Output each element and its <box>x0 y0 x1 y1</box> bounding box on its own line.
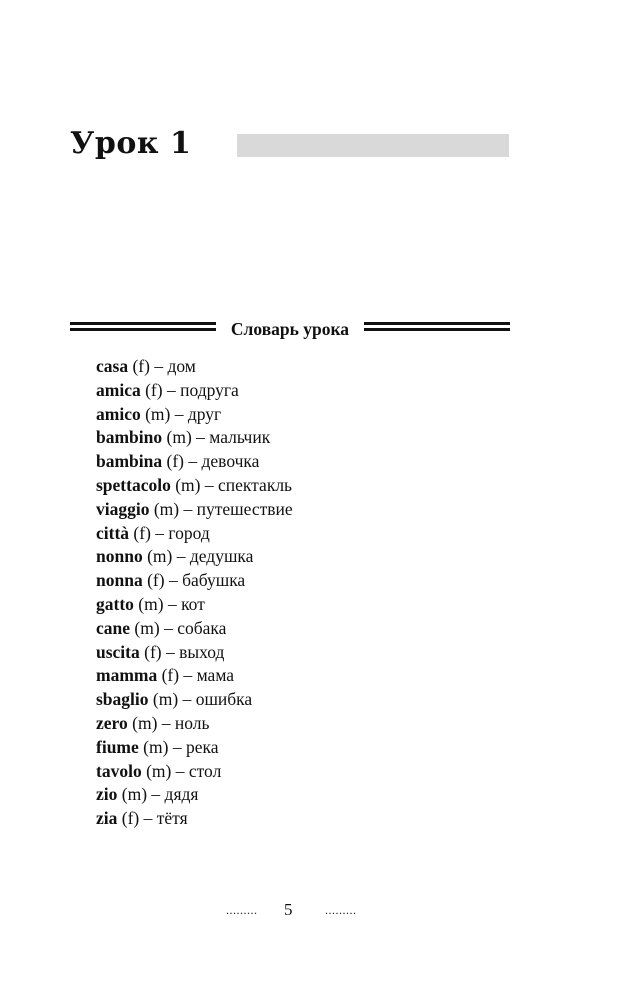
vocab-gender: (f) <box>133 522 151 543</box>
vocab-translation: дядя <box>164 784 199 805</box>
page-footer <box>0 899 618 921</box>
vocab-word: spettacolo <box>96 474 171 495</box>
vocab-gender: (f) <box>166 451 184 472</box>
vocab-word: casa <box>96 356 129 376</box>
lesson-title: Урок 1 <box>70 126 192 161</box>
double-rule-right <box>364 322 510 331</box>
vocab-gender: (f) <box>132 356 150 376</box>
vocab-gender: (m) <box>145 403 171 424</box>
vocab-word: mamma <box>96 665 158 686</box>
vocab-translation: друг <box>187 403 222 424</box>
vocab-word: gatto <box>96 593 134 614</box>
vocab-entry: tavolo (m) – стол <box>96 760 222 781</box>
vocab-word: zero <box>96 712 128 733</box>
vocab-gender: (f) <box>144 641 162 662</box>
vocab-word: viaggio <box>96 498 150 519</box>
vocab-translation: бабушка <box>182 570 246 591</box>
vocab-word: tavolo <box>96 760 142 781</box>
vocab-word: bambina <box>96 451 163 472</box>
vocab-entry: casa (f) – дом <box>96 356 196 376</box>
vocab-word: zio <box>96 784 118 805</box>
vocab-translation: ошибка <box>195 689 253 710</box>
vocab-word: cane <box>96 617 131 638</box>
vocab-translation: стол <box>188 760 222 781</box>
vocab-entry: bambina (f) – девочка <box>96 451 260 472</box>
vocab-gender: (m) <box>132 712 158 733</box>
vocab-entry: bambino (m) – мальчик <box>96 427 271 448</box>
vocab-entry: amico (m) – друг <box>96 403 222 424</box>
vocab-entry: zia (f) – тётя <box>96 808 188 829</box>
vocab-translation: дедушка <box>189 546 254 567</box>
vocab-gender: (m) <box>152 689 179 710</box>
vocab-entry: mamma (f) – мама <box>96 665 235 686</box>
vocab-word: città <box>96 522 130 543</box>
page-number: 5 <box>284 900 293 919</box>
vocab-gender: (m) <box>153 498 180 519</box>
vocab-translation: собака <box>177 617 227 638</box>
vocab-entry: città (f) – город <box>96 522 210 543</box>
vocab-entry: viaggio (m) – путешествие <box>96 498 293 519</box>
vocab-word: zia <box>96 808 118 829</box>
vocab-gender: (f) <box>147 570 165 591</box>
vocab-word: bambino <box>96 427 163 448</box>
vocab-gender: (m) <box>166 427 192 448</box>
vocab-translation: мальчик <box>209 427 271 448</box>
vocab-word: nonno <box>96 546 143 567</box>
vocab-gender: (m) <box>175 474 201 495</box>
vocab-word: sbaglio <box>96 689 149 710</box>
vocab-translation: город <box>168 522 210 543</box>
vocab-translation: тётя <box>156 808 188 829</box>
vocab-entry: zio (m) – дядя <box>96 784 199 805</box>
vocab-word: amica <box>96 379 141 400</box>
vocab-entry: nonno (m) – дедушка <box>96 546 254 567</box>
vocab-translation: кот <box>181 593 205 614</box>
vocab-word: nonna <box>96 570 143 591</box>
vocab-entry: uscita (f) – выход <box>96 641 225 662</box>
footer-dots-left: ......... <box>226 903 258 917</box>
vocab-word: uscita <box>96 641 140 662</box>
vocab-translation: река <box>185 736 219 757</box>
vocabulary-heading: Словарь урока <box>230 319 350 339</box>
vocab-word: amico <box>96 403 141 424</box>
vocabulary-header <box>70 317 510 341</box>
vocab-translation: дом <box>167 356 196 376</box>
vocab-translation: выход <box>179 641 225 662</box>
vocab-entry: cane (m) – собака <box>96 617 227 638</box>
vocab-translation: спектакль <box>218 474 293 495</box>
vocab-gender: (f) <box>121 808 140 829</box>
title-decorative-bar <box>237 134 509 157</box>
vocab-translation: девочка <box>201 451 260 472</box>
vocab-translation: подруга <box>180 379 239 400</box>
vocab-translation: мама <box>196 665 235 686</box>
vocab-translation: ноль <box>174 712 210 733</box>
vocab-entry: nonna (f) – бабушка <box>96 570 246 591</box>
vocab-translation: путешествие <box>196 498 293 519</box>
vocab-gender: (f) <box>145 379 163 400</box>
vocab-entry: spettacolo (m) – спектакль <box>96 474 293 495</box>
vocab-entry: gatto (m) – кот <box>96 593 205 614</box>
vocab-gender: (m) <box>143 736 169 757</box>
vocab-word: fiume <box>96 736 139 757</box>
vocab-entry: amica (f) – подруга <box>96 379 239 400</box>
vocab-entry: zero (m) – ноль <box>96 712 210 733</box>
vocab-gender: (m) <box>121 784 148 805</box>
vocab-gender: (m) <box>138 593 164 614</box>
vocab-gender: (m) <box>146 760 172 781</box>
vocab-entry: fiume (m) – река <box>96 736 219 757</box>
footer-dots-right: ......... <box>325 903 357 917</box>
vocab-gender: (m) <box>147 546 173 567</box>
vocab-gender: (f) <box>161 665 180 686</box>
vocab-gender: (m) <box>134 617 160 638</box>
vocabulary-list <box>96 355 293 831</box>
vocab-entry: sbaglio (m) – ошибка <box>96 689 253 710</box>
